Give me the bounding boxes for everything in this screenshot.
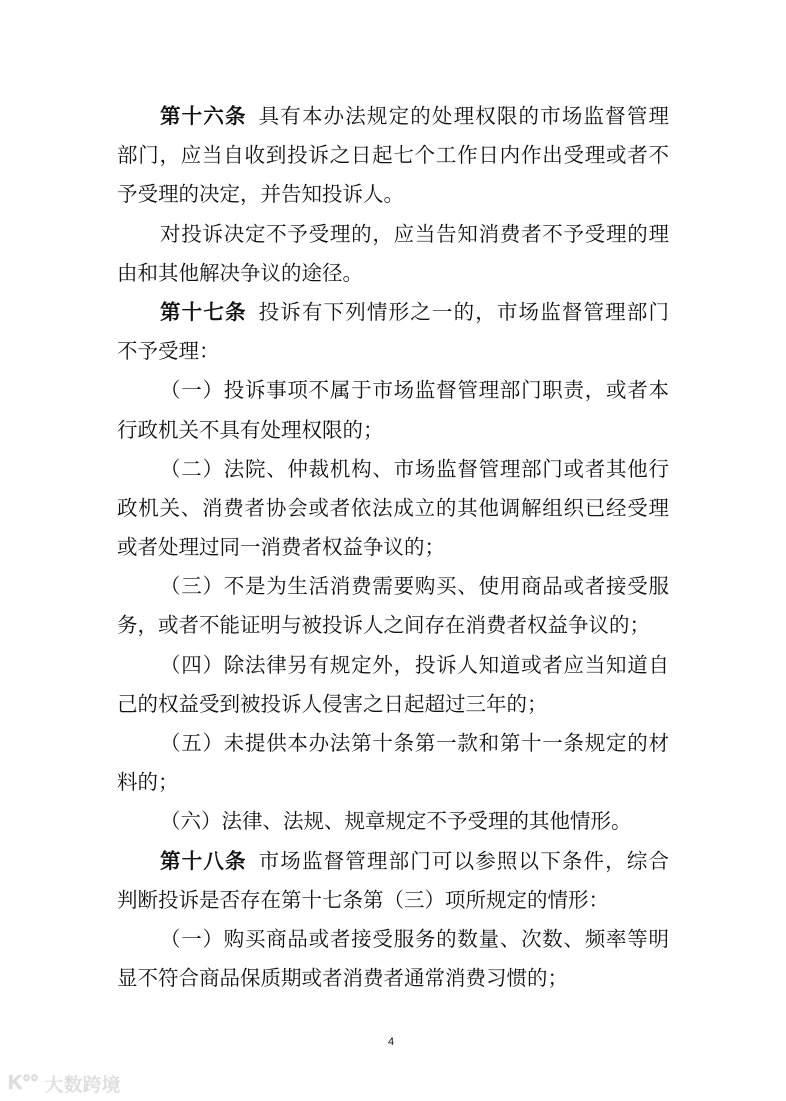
paragraph	[117, 450, 669, 568]
line-text: 判断投诉是否存在第十七条第（三）项所规定的情形：	[117, 887, 609, 912]
text-line	[117, 175, 669, 214]
line-text: （五）未提供本办法第十条第一款和第十一条规定的材	[160, 731, 669, 755]
watermark-logo-icon: K°°	[8, 1072, 39, 1094]
article-paragraph	[117, 293, 669, 371]
text-line	[117, 293, 669, 332]
line-text: （三）不是为生活消费需要购买、使用商品或者接受服	[160, 574, 669, 599]
text-line	[117, 97, 669, 136]
text-line	[117, 136, 669, 175]
article-heading: 第十七条	[160, 299, 247, 324]
text-line	[117, 450, 669, 489]
line-text: 予受理的决定，并告知投诉人。	[117, 182, 404, 207]
text-line	[117, 763, 669, 802]
text-line	[117, 724, 669, 763]
text-line	[117, 215, 669, 254]
document-body	[117, 97, 669, 998]
line-text: （一）投诉事项不属于市场监督管理部门职责，或者本	[160, 378, 669, 403]
line-text: 由和其他解决争议的途径。	[117, 260, 363, 285]
line-text: （六）法律、法规、规章规定不予受理的其他情形。	[160, 809, 632, 834]
line-text: 料的；	[117, 770, 179, 795]
text-line	[117, 881, 669, 920]
line-text: 投诉有下列情形之一的，市场监督管理部门	[258, 299, 669, 324]
text-line	[117, 332, 669, 371]
paragraph	[117, 920, 669, 998]
line-text: 具有本办法规定的处理权限的市场监督管理	[258, 104, 669, 128]
text-line	[117, 959, 669, 998]
text-line	[117, 802, 669, 841]
article-heading: 第十六条	[160, 104, 247, 128]
line-text: 市场监督管理部门可以参照以下条件，综合	[258, 848, 669, 873]
watermark	[8, 1070, 120, 1097]
line-text: 行政机关不具有处理权限的；	[117, 417, 384, 442]
line-text: （一）购买商品或者接受服务的数量、次数、频率等明	[160, 926, 669, 951]
line-text: 务，或者不能证明与被投诉人之间存在消费者权益争议的；	[117, 613, 650, 638]
line-text: 己的权益受到被投诉人侵害之日起超过三年的；	[117, 691, 548, 716]
line-text: 或者处理过同一消费者权益争议的；	[117, 535, 445, 560]
paragraph	[117, 802, 669, 841]
line-text: （二）法院、仲裁机构、市场监督管理部门或者其他行	[160, 456, 669, 481]
text-line	[117, 528, 669, 567]
text-line	[117, 920, 669, 959]
text-line	[117, 489, 669, 528]
text-line	[117, 842, 669, 881]
line-text: 不予受理：	[117, 339, 220, 364]
line-text: 部门，应当自收到投诉之日起七个工作日内作出受理或者不	[117, 143, 669, 168]
article-paragraph	[117, 842, 669, 920]
text-line	[117, 685, 669, 724]
paragraph	[117, 724, 669, 802]
line-text: （四）除法律另有规定外，投诉人知道或者应当知道自	[160, 652, 669, 677]
text-line	[117, 371, 669, 410]
paragraph	[117, 215, 669, 293]
line-text: 对投诉决定不予受理的，应当告知消费者不予受理的理	[160, 221, 669, 246]
text-line	[117, 646, 669, 685]
text-line	[117, 567, 669, 606]
paragraph	[117, 371, 669, 449]
paragraph	[117, 646, 669, 724]
paragraph	[117, 567, 669, 645]
text-line	[117, 254, 669, 293]
line-text: 政机关、消费者协会或者依法成立的其他调解组织已经受理	[117, 495, 669, 520]
page-number: 4	[388, 1036, 395, 1048]
line-text: 显不符合商品保质期或者消费者通常消费习惯的；	[117, 966, 568, 991]
text-line	[117, 411, 669, 450]
text-line	[117, 606, 669, 645]
article-heading: 第十八条	[160, 848, 247, 873]
watermark-text: 大数跨境	[44, 1075, 121, 1096]
article-paragraph	[117, 97, 669, 215]
